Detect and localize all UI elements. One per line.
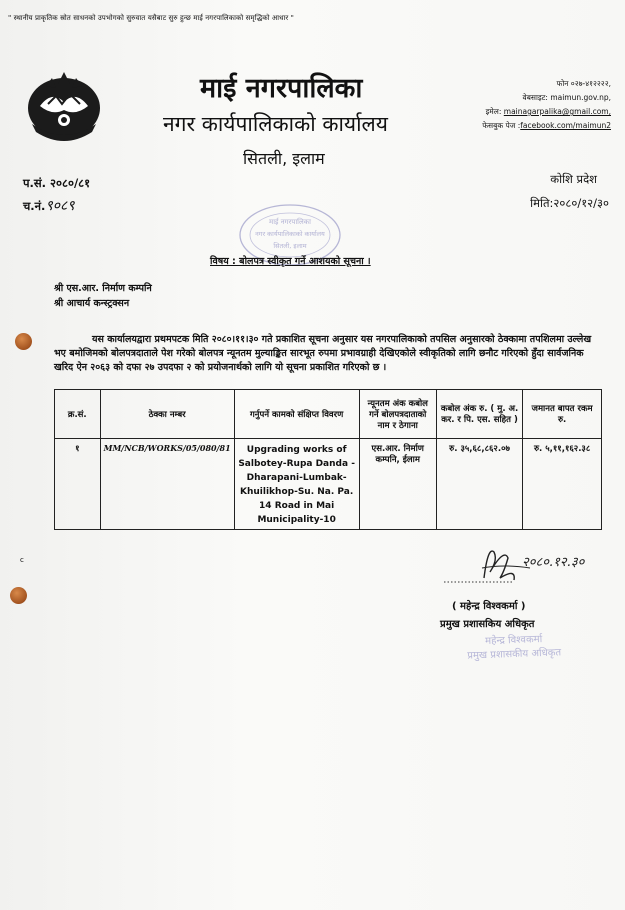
reference-cn (23, 196, 75, 215)
email-label: इमेल: (485, 107, 502, 116)
facebook-label: फेसबुक पेज : (482, 121, 521, 130)
stamp-line2: नगर कार्यपालिकाको कार्यालय (255, 230, 325, 238)
punch-hole-icon (10, 587, 27, 604)
facebook-row (471, 119, 611, 133)
phone-number: फोन ०२७-४१२२२२, (556, 79, 611, 88)
cell-bidder: एस.आर. निर्माण कम्पनि, ईलाम (359, 439, 436, 530)
cell-contract-no: MM/NCB/WORKS/05/080/81 (100, 439, 234, 530)
office-name: नगर कार्यपालिकाको कार्यालय (163, 112, 388, 136)
letter-date: मिति:२०८०/१२/३० (530, 196, 609, 210)
org-name: माई नगरपालिका (200, 73, 363, 104)
header-bid-amount: कबोल अंक रु. ( मु. अ. कर. र पि. एस. सहित ) (436, 390, 522, 439)
email-row (471, 105, 611, 119)
cn-value: ९०८९ (45, 198, 75, 214)
contact-block (471, 77, 611, 133)
signatory-designation: प्रमुख प्रशासकिय अधिकृत (440, 619, 535, 630)
header-bidder: न्यूनतम अंक कबोल गर्ने बोलपत्रदाताको नाम र ठेगाना (359, 390, 436, 439)
cell-bid-amount: रु. ३५,६८,८६२.०७ (436, 439, 522, 530)
cell-sn: १ (55, 439, 101, 530)
signatory-name: ( महेन्द्र विश्वकर्मा ) (452, 601, 526, 612)
addressee-1: श्री एस.आर. निर्माण कम्पनि (54, 283, 152, 294)
name-stamp-name: महेन्द्र विश्वकर्मा (485, 634, 543, 647)
cn-label: च.नं. (23, 199, 46, 213)
facebook-link[interactable]: facebook.com/maimun2 (520, 121, 611, 130)
stamp-line1: माई नगरपालिका (269, 218, 311, 226)
header-security: जमानत बापत रकम रु. (523, 390, 602, 439)
email-link[interactable]: mainagarpalika@gmail.com, (503, 107, 611, 116)
government-emblem-icon (22, 64, 106, 146)
motto: " स्थानीय प्राकृतिक स्रोत साधनको उपभोगको सुरुवात यसैबाट सुरु हुन्छ माई नगरपालिकाको समृद्धिको आधार " (8, 14, 294, 22)
signature-date: २०८०.१२.३० (522, 555, 585, 570)
name-stamp (444, 632, 585, 665)
table-header-row (55, 390, 602, 439)
cell-work: Upgrading works of Salbotey-Rupa Danda - Dharapani-Lumbak-Khuilikhop-Su. Na. Pa. 14 Road in Mai Municipality-10 (234, 439, 359, 530)
subject-line: विषय : बोलपत्र स्वीकृत गर्ने आशयको सूचना । (210, 256, 371, 267)
stamp-line3: सितली, इलाम (273, 242, 307, 250)
punch-hole-icon (15, 333, 32, 350)
province: कोशि प्रदेश (550, 172, 597, 186)
name-stamp-designation: प्रमुख प्रशासकीय अधिकृत (467, 647, 562, 662)
bid-table (54, 389, 602, 530)
office-location: सितली, इलाम (243, 149, 325, 168)
signature-icon (444, 538, 594, 588)
notice-body: यस कार्यालयद्वारा प्रथमपटक मिति २०८०।११।३० गते प्रकाशित सूचना अनुसार यस नगरपालिकाको तपसिल अनुसारको ठेक्कामा तपशिलमा उल्लेख भए बमोजिमको बोलपत्रदाताले पेश गरेको बोलपत्र न्यूनतम मुल्याङ्कित सारभूत रुपमा प्रभावग्राही देखिएकोले स्वीकृतिको लागि छनौट गरिएको हुँदा सार्वजनिक खरिद ऐन २०६३ को दफा २७ उपदफा २ को प्रयोजनार्थको लागि यो सूचना प्रकाशित गरिएको छ । (54, 334, 592, 373)
website-link[interactable]: वेबसाइट: maimun.gov.np, (522, 93, 611, 102)
table-row (55, 439, 602, 530)
header-sn: क्र.सं. (55, 390, 101, 439)
reference-ps: प.सं. २०८०/८१ (23, 176, 91, 190)
addressee-2: श्री आचार्य कन्स्ट्रक्सन (54, 298, 130, 309)
header-work: गर्नुपर्ने कामको संक्षिप्त विवरण (234, 390, 359, 439)
header-contract-no: ठेक्का नम्बर (100, 390, 234, 439)
cell-security: रु. ५,११,१६२.३८ (523, 439, 602, 530)
margin-mark: c (20, 556, 24, 564)
